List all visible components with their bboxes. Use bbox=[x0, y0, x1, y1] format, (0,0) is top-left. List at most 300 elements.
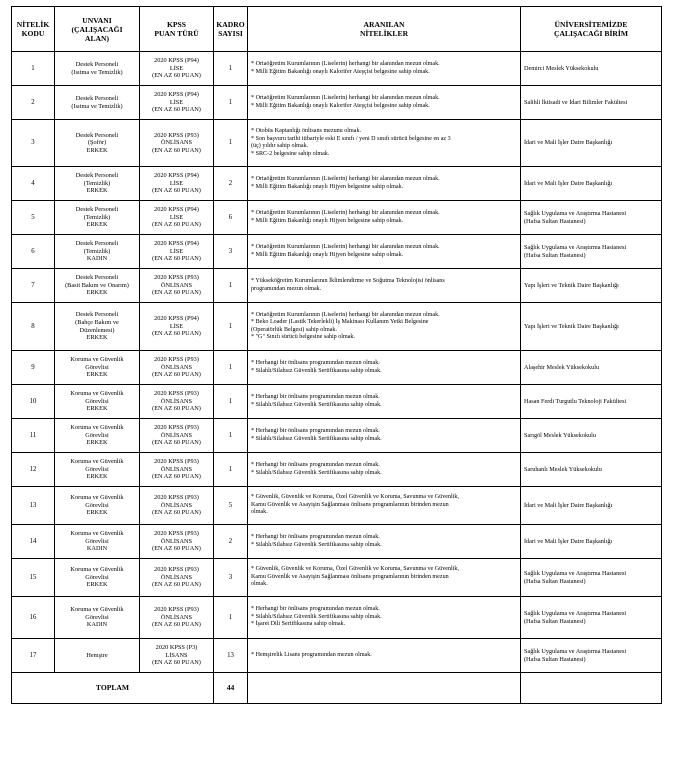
row-title bbox=[55, 487, 140, 525]
text-line: LİSE bbox=[169, 98, 184, 106]
table-row bbox=[12, 487, 662, 525]
text-line: LİSE bbox=[169, 322, 184, 330]
text-line: * Silahlı/Silahsız Güvenlik Sertifikasına sahip olmak. bbox=[251, 613, 382, 620]
text-line: * Milli Eğitim Bakanlığı onaylı Hijyen belgesine sahip olmak. bbox=[251, 183, 404, 190]
table-row bbox=[12, 303, 662, 351]
text-line: 2020 KPSS (P94) bbox=[154, 206, 199, 214]
row-unit bbox=[521, 487, 662, 525]
text-line: 2020 KPSS (P93) bbox=[154, 530, 199, 538]
row-quota: 1 bbox=[214, 120, 248, 167]
text-line: * Herhangi bir önlisans programından mezun olmak. bbox=[251, 360, 380, 366]
row-title bbox=[55, 597, 140, 639]
text-line: (EN AZ 60 PUAN) bbox=[152, 187, 201, 195]
text-line: (EN AZ 60 PUAN) bbox=[152, 439, 201, 447]
row-code: 11 bbox=[12, 419, 55, 453]
text-line: ÇALIŞACAĞI BİRİM bbox=[553, 29, 629, 38]
row-quota: 3 bbox=[214, 235, 248, 269]
row-title bbox=[55, 559, 140, 597]
text-line: ALAN) bbox=[84, 33, 110, 43]
table-row bbox=[12, 453, 662, 487]
text-line: 2020 KPSS (P93) bbox=[154, 458, 199, 466]
text-line: Koruma ve Güvenlik bbox=[70, 424, 124, 432]
row-unit bbox=[521, 52, 662, 86]
text-line: ERKEK bbox=[86, 473, 108, 481]
row-title bbox=[55, 351, 140, 385]
row-title bbox=[55, 235, 140, 269]
text-line: Görevlisi bbox=[85, 537, 109, 545]
row-kpss bbox=[140, 269, 214, 303]
text-line: Koruma ve Güvenlik bbox=[70, 566, 124, 574]
text-line: ÖNLİSANS bbox=[160, 281, 193, 289]
text-line: Destek Personeli bbox=[75, 94, 119, 102]
row-quota: 13 bbox=[214, 639, 248, 673]
text-line: Yapı İşleri ve Teknik Daire Başkanlığı bbox=[524, 281, 619, 289]
row-requirements bbox=[248, 385, 521, 419]
row-code: 2 bbox=[12, 86, 55, 120]
text-line: * Herhangi bir önlisans programından mezun olmak. bbox=[251, 534, 380, 540]
table-body bbox=[12, 52, 662, 673]
header-unit bbox=[521, 7, 662, 52]
text-line: ÖNLİSANS bbox=[160, 363, 193, 371]
row-unit bbox=[521, 303, 662, 351]
text-line: 2020 KPSS (P93) bbox=[154, 356, 199, 364]
text-line: * Ortaöğretim Kurumlarının (Liselerin) herhangi bir alanından mezun olmak. bbox=[251, 210, 440, 216]
text-line: 2020 KPSS (P94) bbox=[154, 240, 199, 248]
row-quota: 5 bbox=[214, 487, 248, 525]
text-line: (EN AZ 60 PUAN) bbox=[152, 509, 201, 517]
text-line: 2020 KPSS (P93) bbox=[154, 606, 199, 614]
text-line: * Herhangi bir önlisans programından mezun olmak. bbox=[251, 394, 380, 400]
text-line: UNVANI bbox=[82, 15, 112, 25]
row-requirements bbox=[248, 487, 521, 525]
text-line: * Milli Eğitim Bakanlığı onaylı Kalorifer Ateşçisi belgesine sahip olmak. bbox=[251, 102, 430, 109]
text-line: Salihli İktisadi ve İdari Bilimler Fakültesi bbox=[524, 98, 628, 106]
text-line: (Isıtma ve Temizlik) bbox=[71, 102, 123, 110]
text-line: Destek Personeli bbox=[75, 131, 119, 139]
text-line: * Herhangi bir önlisans programından mezun olmak. bbox=[251, 462, 380, 468]
row-requirements bbox=[248, 269, 521, 303]
row-requirements bbox=[248, 120, 521, 167]
row-code: 17 bbox=[12, 639, 55, 673]
text-line: * Silahlı/Silahsız Güvenlik Sertifikasına sahip olmak. bbox=[251, 367, 382, 374]
table-row bbox=[12, 597, 662, 639]
text-line: * Ortaöğretim Kurumlarının (Liselerin) herhangi bir alanından mezun olmak. bbox=[251, 95, 440, 101]
text-line: (EN AZ 60 PUAN) bbox=[152, 545, 201, 553]
text-line: (EN AZ 60 PUAN) bbox=[152, 289, 201, 297]
row-code: 9 bbox=[12, 351, 55, 385]
header-quota bbox=[214, 7, 248, 52]
text-line: (Hafsa Sultan Hastanesi) bbox=[524, 617, 586, 625]
text-line: LİSE bbox=[169, 213, 184, 221]
row-title bbox=[55, 419, 140, 453]
text-line: PUAN TÜRÜ bbox=[154, 29, 199, 38]
text-line: ÖNLİSANS bbox=[160, 573, 193, 581]
row-title bbox=[55, 201, 140, 235]
row-quota: 1 bbox=[214, 597, 248, 639]
row-title bbox=[55, 120, 140, 167]
text-line: (Isıtma ve Temizlik) bbox=[71, 68, 123, 76]
text-line: ARANILAN bbox=[363, 20, 405, 29]
text-line: 2020 KPSS (P93) bbox=[154, 131, 199, 139]
row-title bbox=[55, 167, 140, 201]
text-line: Destek Personeli bbox=[75, 311, 119, 319]
text-line: ÜNİVERSİTEMİZDE bbox=[554, 20, 628, 29]
text-line: ÖNLİSANS bbox=[160, 139, 193, 147]
row-kpss bbox=[140, 453, 214, 487]
row-code: 1 bbox=[12, 52, 55, 86]
row-unit bbox=[521, 201, 662, 235]
text-line: (Temizlik) bbox=[83, 213, 111, 221]
text-line: İdari ve Mali İşler Daire Başkanlığı bbox=[524, 537, 613, 545]
text-line: * "G" Sınıfı sürücü belgesine sahip olmak. bbox=[251, 334, 355, 340]
text-line: programından mezun olmak. bbox=[251, 285, 322, 292]
row-kpss bbox=[140, 52, 214, 86]
text-line: ERKEK bbox=[86, 581, 108, 589]
text-line: Yapı İşleri ve Teknik Daire Başkanlığı bbox=[524, 322, 619, 330]
row-code: 6 bbox=[12, 235, 55, 269]
text-line: (Temizlik) bbox=[83, 247, 111, 255]
text-line: * Yükseköğretim Kurumlarının İklimlendirme ve Soğutma Teknolojisi önlisans bbox=[251, 278, 445, 284]
text-line: Görevlisi bbox=[85, 573, 109, 581]
row-code: 14 bbox=[12, 525, 55, 559]
text-line: Görevlisi bbox=[85, 501, 109, 509]
table-row bbox=[12, 235, 662, 269]
row-code: 13 bbox=[12, 487, 55, 525]
text-line: * Herhangi bir önlisans programından mezun olmak. bbox=[251, 606, 380, 613]
row-unit bbox=[521, 269, 662, 303]
row-quota: 1 bbox=[214, 303, 248, 351]
row-title bbox=[55, 269, 140, 303]
row-kpss bbox=[140, 385, 214, 419]
table-row bbox=[12, 639, 662, 673]
row-title bbox=[55, 453, 140, 487]
text-line: (EN AZ 60 PUAN) bbox=[152, 405, 201, 413]
text-line: Sağlık Uygulama ve Araştırma Hastanesi bbox=[524, 243, 627, 251]
row-requirements bbox=[248, 639, 521, 673]
text-line: KADIN bbox=[86, 545, 108, 553]
table-row bbox=[12, 52, 662, 86]
row-title bbox=[55, 86, 140, 120]
header-kpss bbox=[140, 7, 214, 52]
text-line: * Güvenlik, Güvenlik ve Koruma, Özel Güvenlik ve Koruma, Savunma ve Güvenlik, bbox=[251, 494, 459, 501]
text-line: * Milli Eğitim Bakanlığı onaylı Kalorifer Ateşçisi belgesine sahip olmak. bbox=[251, 68, 430, 75]
text-line: * Ortaöğretim Kurumlarının (Liselerin) herhangi bir alanından mezun olmak. bbox=[251, 176, 440, 182]
text-line: ERKEK bbox=[86, 289, 108, 297]
row-code: 5 bbox=[12, 201, 55, 235]
row-requirements bbox=[248, 597, 521, 639]
text-line: 2020 KPSS (P93) bbox=[154, 390, 199, 398]
text-line: (Hafsa Sultan Hastanesi) bbox=[524, 217, 586, 225]
row-kpss bbox=[140, 639, 214, 673]
text-line: * Herhangi bir önlisans programından mezun olmak. bbox=[251, 428, 380, 434]
text-line: * Ortaöğretim Kurumlarının (Liselerin) herhangi bir alanından mezun olmak. bbox=[251, 244, 440, 250]
text-line: (ÇALIŞACAĞI bbox=[71, 24, 123, 34]
row-quota: 1 bbox=[214, 269, 248, 303]
text-line: ÖNLİSANS bbox=[160, 501, 193, 509]
text-line: (Hafsa Sultan Hastanesi) bbox=[524, 655, 586, 663]
text-line: Görevlisi bbox=[85, 613, 109, 621]
header-title bbox=[55, 7, 140, 52]
text-line: Sağlık Uygulama ve Araştırma Hastanesi bbox=[524, 609, 627, 617]
text-line: (Basit Bakım ve Onarım) bbox=[65, 281, 129, 289]
text-line: SAYISI bbox=[218, 29, 243, 38]
text-line: Koruma ve Güvenlik bbox=[70, 530, 124, 538]
text-line: * Otobüs Kaptanlığı önlisans mezunu olmak. bbox=[251, 128, 362, 134]
text-line: Koruma ve Güvenlik bbox=[70, 606, 124, 614]
row-requirements bbox=[248, 559, 521, 597]
row-title bbox=[55, 525, 140, 559]
text-line: Koruma ve Güvenlik bbox=[70, 494, 124, 502]
text-line: İdari ve Mali İşler Daire Başkanlığı bbox=[524, 179, 613, 187]
table-row bbox=[12, 86, 662, 120]
text-line: Görevlisi bbox=[85, 465, 109, 473]
text-line: Sağlık Uygulama ve Araştırma Hastanesi bbox=[524, 209, 627, 217]
row-quota: 1 bbox=[214, 52, 248, 86]
text-line: LİSE bbox=[169, 247, 184, 255]
text-line: * Silahlı/Silahsız Güvenlik Sertifikasına sahip olmak. bbox=[251, 401, 382, 408]
row-kpss bbox=[140, 235, 214, 269]
text-line: olmak. bbox=[251, 509, 268, 516]
text-line: Destek Personeli bbox=[75, 240, 119, 248]
text-line: olmak. bbox=[251, 581, 268, 588]
text-line: ERKEK bbox=[86, 334, 108, 342]
text-line: LİSE bbox=[169, 179, 184, 187]
row-unit bbox=[521, 453, 662, 487]
text-line: (EN AZ 60 PUAN) bbox=[152, 330, 201, 338]
row-code: 3 bbox=[12, 120, 55, 167]
text-line: * Milli Eğitim Bakanlığı onaylı Hijyen belgesine sahip olmak. bbox=[251, 217, 404, 224]
row-unit bbox=[521, 597, 662, 639]
text-line: Görevlisi bbox=[85, 363, 109, 371]
row-unit bbox=[521, 86, 662, 120]
text-line: (EN AZ 60 PUAN) bbox=[152, 146, 201, 154]
row-kpss bbox=[140, 201, 214, 235]
text-line: İdari ve Mali İşler Daire Başkanlığı bbox=[524, 501, 613, 509]
text-line: 2020 KPSS (P94) bbox=[154, 91, 199, 99]
row-title bbox=[55, 303, 140, 351]
text-line: Kamu Güvenlik ve Asayişin Sağlanması önlisans programlarının birinden mezun bbox=[251, 501, 449, 508]
row-requirements bbox=[248, 201, 521, 235]
text-line: * Beko Loader (Lastik Tekerlekli) İş Makinası Kullanım Yetki Belgesine bbox=[251, 319, 429, 325]
total-label: TOPLAM bbox=[12, 673, 214, 704]
text-line: NİTELİK bbox=[16, 20, 50, 29]
row-requirements bbox=[248, 52, 521, 86]
text-line: Destek Personeli bbox=[75, 172, 119, 180]
positions-table bbox=[11, 6, 662, 704]
text-line: * İşaret Dili Sertifikasına sahip olmak. bbox=[251, 621, 346, 628]
text-line: (EN AZ 60 PUAN) bbox=[152, 473, 201, 481]
text-line: (Temizlik) bbox=[83, 179, 111, 187]
text-line: 2020 KPSS (P94) bbox=[154, 315, 199, 323]
row-requirements bbox=[248, 86, 521, 120]
text-line: Hasan Ferdi Turgutlu Teknoloji Fakültesi bbox=[524, 397, 627, 405]
text-line: ERKEK bbox=[86, 371, 108, 379]
row-unit bbox=[521, 419, 662, 453]
row-quota: 1 bbox=[214, 351, 248, 385]
row-kpss bbox=[140, 86, 214, 120]
row-unit bbox=[521, 639, 662, 673]
table-row bbox=[12, 419, 662, 453]
row-kpss bbox=[140, 303, 214, 351]
row-code: 16 bbox=[12, 597, 55, 639]
text-line: ERKEK bbox=[86, 509, 108, 517]
row-requirements bbox=[248, 303, 521, 351]
row-code: 4 bbox=[12, 167, 55, 201]
row-quota: 2 bbox=[214, 167, 248, 201]
row-requirements bbox=[248, 453, 521, 487]
text-line: Alaşehir Meslek Yüksekokulu bbox=[524, 363, 600, 371]
row-kpss bbox=[140, 559, 214, 597]
row-quota: 3 bbox=[214, 559, 248, 597]
row-requirements bbox=[248, 351, 521, 385]
text-line: Sağlık Uygulama ve Araştırma Hastanesi bbox=[524, 647, 627, 655]
row-unit bbox=[521, 235, 662, 269]
text-line: (EN AZ 60 PUAN) bbox=[152, 72, 201, 80]
text-line: * Silahlı/Silahsız Güvenlik Sertifikasına sahip olmak. bbox=[251, 435, 382, 442]
table-row bbox=[12, 385, 662, 419]
text-line: 2020 KPSS (P94) bbox=[154, 172, 199, 180]
text-line: ERKEK bbox=[86, 439, 108, 447]
text-line: KPSS bbox=[167, 20, 186, 29]
header-code bbox=[12, 7, 55, 52]
text-line: KADIN bbox=[86, 255, 108, 263]
row-title bbox=[55, 385, 140, 419]
text-line: NİTELİKLER bbox=[359, 29, 409, 38]
text-line: 2020 KPSS (P93) bbox=[154, 424, 199, 432]
row-code: 10 bbox=[12, 385, 55, 419]
text-line: KODU bbox=[21, 29, 45, 38]
text-line: Görevlisi bbox=[85, 431, 109, 439]
text-line: * Hemşirelik Lisans programından mezun olmak. bbox=[251, 651, 372, 658]
text-line: * Ortaöğretim Kurumlarının (Liselerin) herhangi bir alanından mezun olmak. bbox=[251, 61, 440, 67]
row-quota: 2 bbox=[214, 525, 248, 559]
text-line: * Milli Eğitim Bakanlığı onaylı Hijyen belgesine sahip olmak. bbox=[251, 251, 404, 258]
table-row bbox=[12, 167, 662, 201]
text-line: İdari ve Mali İşler Daire Başkanlığı bbox=[524, 139, 613, 147]
row-kpss bbox=[140, 525, 214, 559]
text-line: (Bahçe Bakım ve bbox=[75, 318, 119, 326]
text-line: (Hafsa Sultan Hastanesi) bbox=[524, 251, 586, 259]
text-line: ERKEK bbox=[86, 187, 108, 195]
text-line: (EN AZ 60 PUAN) bbox=[152, 659, 201, 667]
row-requirements bbox=[248, 525, 521, 559]
row-kpss bbox=[140, 419, 214, 453]
text-line: Demirci Meslek Yüksekokulu bbox=[524, 64, 599, 72]
text-line: ERKEK bbox=[86, 405, 108, 413]
text-line: Destek Personeli bbox=[75, 60, 119, 68]
text-line: Sağlık Uygulama ve Araştırma Hastanesi bbox=[524, 569, 627, 577]
text-line: (EN AZ 60 PUAN) bbox=[152, 371, 201, 379]
text-line: ÖNLİSANS bbox=[160, 465, 193, 473]
text-line: ÖNLİSANS bbox=[160, 397, 193, 405]
text-line: (EN AZ 60 PUAN) bbox=[152, 221, 201, 229]
text-line: Düzenlemesi) bbox=[79, 326, 115, 334]
text-line: 2020 KPSS (P93) bbox=[154, 566, 199, 574]
row-requirements bbox=[248, 167, 521, 201]
row-requirements bbox=[248, 419, 521, 453]
text-line: * Silahlı/Silahsız Güvenlik Sertifikasına sahip olmak. bbox=[251, 541, 382, 548]
text-line: ÖNLİSANS bbox=[160, 431, 193, 439]
row-quota: 1 bbox=[214, 86, 248, 120]
table-row bbox=[12, 269, 662, 303]
text-line: ÖNLİSANS bbox=[160, 537, 193, 545]
table-row bbox=[12, 351, 662, 385]
row-unit bbox=[521, 385, 662, 419]
text-line: Koruma ve Güvenlik bbox=[70, 356, 124, 364]
row-title bbox=[55, 639, 140, 673]
text-line: Koruma ve Güvenlik bbox=[70, 390, 124, 398]
text-line: * SRC-2 belgesine sahip olmak. bbox=[251, 150, 330, 157]
total-value: 44 bbox=[214, 673, 248, 704]
text-line: Destek Personeli bbox=[75, 274, 119, 282]
row-quota: 1 bbox=[214, 385, 248, 419]
row-unit bbox=[521, 351, 662, 385]
table-row bbox=[12, 120, 662, 167]
header-row bbox=[12, 7, 662, 52]
text-line: LİSANS bbox=[165, 651, 188, 659]
text-line: * Ortaöğretim Kurumlarının (Liselerin) herhangi bir alanından mezun olmak. bbox=[251, 311, 440, 318]
row-unit bbox=[521, 525, 662, 559]
total-empty-unit bbox=[521, 673, 662, 704]
text-line: 2020 KPSS (P94) bbox=[154, 57, 199, 65]
row-code: 12 bbox=[12, 453, 55, 487]
document-page bbox=[11, 6, 662, 704]
row-code: 7 bbox=[12, 269, 55, 303]
text-line: (EN AZ 60 PUAN) bbox=[152, 621, 201, 629]
text-line: (EN AZ 60 PUAN) bbox=[152, 106, 201, 114]
header-requirements bbox=[248, 7, 521, 52]
row-code: 15 bbox=[12, 559, 55, 597]
text-line: Kamu Güvenlik ve Asayişin Sağlanması önlisans programlarının birinden mezun bbox=[251, 573, 449, 580]
row-kpss bbox=[140, 597, 214, 639]
text-line: (üç) yıldır sahip olmak. bbox=[251, 143, 309, 149]
text-line: Saruhanlı Meslek Yüksekokulu bbox=[524, 465, 602, 473]
row-unit bbox=[521, 559, 662, 597]
row-code: 8 bbox=[12, 303, 55, 351]
row-kpss bbox=[140, 120, 214, 167]
row-quota: 1 bbox=[214, 453, 248, 487]
text-line: KADRO bbox=[216, 20, 245, 29]
table-row bbox=[12, 525, 662, 559]
text-line: * Güvenlik, Güvenlik ve Koruma, Özel Güvenlik ve Koruma, Savunma ve Güvenlik, bbox=[251, 566, 459, 573]
table-row bbox=[12, 201, 662, 235]
row-unit bbox=[521, 120, 662, 167]
text-line: (Şoför) bbox=[87, 139, 107, 147]
row-kpss bbox=[140, 487, 214, 525]
row-quota: 6 bbox=[214, 201, 248, 235]
row-title bbox=[55, 52, 140, 86]
text-line: LİSE bbox=[169, 64, 184, 72]
text-line: (EN AZ 60 PUAN) bbox=[152, 255, 201, 263]
text-line: * Silahlı/Silahsız Güvenlik Sertifikasına sahip olmak. bbox=[251, 469, 382, 476]
total-empty-req bbox=[248, 673, 521, 704]
text-line: Koruma ve Güvenlik bbox=[70, 458, 124, 466]
text-line: (Operatörlük Belgesi) sahip olmak. bbox=[251, 326, 337, 333]
text-line: Sarıgöl Meslek Yüksekokulu bbox=[524, 431, 596, 439]
text-line: KADIN bbox=[86, 621, 108, 629]
row-requirements bbox=[248, 235, 521, 269]
text-line: ÖNLİSANS bbox=[160, 613, 193, 621]
row-unit bbox=[521, 167, 662, 201]
text-line: (EN AZ 60 PUAN) bbox=[152, 581, 201, 589]
text-line: * Son başvuru tarihi itibariyle eski E sınıfı / yeni D sınıfı sürücü belgesine en az 3 bbox=[251, 135, 451, 142]
total-row bbox=[12, 673, 662, 704]
text-line: Görevlisi bbox=[85, 397, 109, 405]
row-quota: 1 bbox=[214, 419, 248, 453]
text-line: 2020 KPSS (P3) bbox=[155, 644, 198, 652]
text-line: ERKEK bbox=[86, 146, 108, 154]
text-line: 2020 KPSS (P93) bbox=[154, 274, 199, 282]
